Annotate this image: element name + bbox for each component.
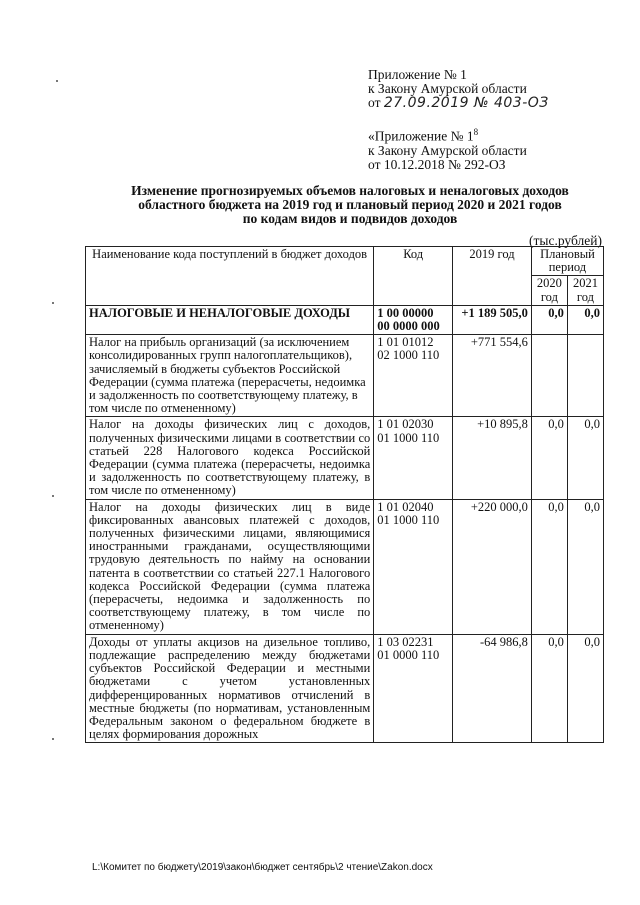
row-2020: 0,0 [531, 417, 567, 499]
scan-speck [52, 495, 54, 497]
handwritten-date-number: 27.09.2019 № 403-ОЗ [383, 95, 549, 111]
row-2020 [531, 335, 567, 417]
row-2021: 0,0 [567, 417, 603, 499]
row-name: НАЛОГОВЫЕ И НЕНАЛОГОВЫЕ ДОХОДЫ [86, 305, 374, 334]
annex-date-prefix: от [368, 95, 381, 110]
title-line: по кодам видов и подвидов доходов [242, 211, 458, 226]
row-code: 1 01 02040 01 1000 110 [374, 499, 453, 634]
row-2021: 0,0 [567, 305, 603, 334]
table-row [86, 305, 604, 334]
title-line: областного бюджета на 2019 год и плановый период 2020 и 2021 годов [138, 197, 562, 212]
header-2020: 2020 год [531, 276, 567, 305]
annex-date-line [368, 96, 549, 110]
title-line: Изменение прогнозируемых объемов налоговых и неналоговых доходов [131, 183, 569, 198]
table-row [86, 335, 604, 417]
header-code: Код [374, 247, 453, 306]
row-name: Доходы от уплаты акцизов на дизельное топливо, подлежащие распределению между бюджетами субъектов Российской Федерации и местными бюджетами с учетом установленных дифференцированных нормативов отчислений в местные бюджеты (по нормативам, установленным Федеральным законом о федеральном бюджете в целях формирования дорожных [86, 634, 374, 743]
table-header-row [86, 247, 604, 276]
row-code: 1 01 02030 01 1000 110 [374, 417, 453, 499]
annex-title: «Приложение № $1^8$ [368, 127, 479, 144]
annex-law: к Закону Амурской области [368, 81, 527, 96]
row-code: 1 01 01012 02 1000 110 [374, 335, 453, 417]
row-name: Налог на доходы физических лиц в виде фиксированных авансовых платежей с доходов, полученных физическими лицами, являющимися иностранными гражданами, осуществляющими трудовую деятельность по найму на основании патента в соответствии со статьей 227.1 Налогового кодекса Российской Федерации (сумма платежа (перерасчеты, недоимка и задолженность по соответствующему платежу, в том числе по отмененному) [86, 499, 374, 634]
annex-reference-old [368, 125, 527, 172]
table-row [86, 634, 604, 743]
document-title [70, 184, 630, 226]
header-2021: 2021 год [567, 276, 603, 305]
row-2021: 0,0 [567, 634, 603, 743]
row-2021: 0,0 [567, 499, 603, 634]
annex-reference-new [368, 68, 549, 110]
row-code: 1 00 00000 00 0000 000 [374, 305, 453, 334]
row-2019: -64 986,8 [453, 634, 532, 743]
header-2019: 2019 год [453, 247, 532, 306]
row-name: Налог на доходы физических лиц с доходов, полученных физическими лицами в соответствии со статьей 228 Налогового кодекса Российской Федерации (сумма платежа (перерасчеты, недоимка и задолженность по соответствующему платежу, в том числе по отмененному) [86, 417, 374, 499]
row-2020: 0,0 [531, 499, 567, 634]
row-2020: 0,0 [531, 634, 567, 743]
units-label: (тыс.рублей) [529, 233, 602, 248]
row-name: Налог на прибыль организаций (за исключением консолидированных групп налогоплательщиков), зачисляемый в бюджеты субъектов Российской Федерации (сумма платежа (перерасчеты, недоимка и задолженность по соответствующему платежу, в том числе по отмененному) [86, 335, 374, 417]
row-2019: +220 000,0 [453, 499, 532, 634]
file-path-footer: L:\Комитет по бюджету\2019\закон\бюджет сентябрь\2 чтение\Zakon.docx [92, 862, 433, 873]
scan-speck [52, 302, 54, 304]
annex-law: к Закону Амурской области [368, 142, 527, 158]
row-2019: +771 554,6 [453, 335, 532, 417]
annex-date: от 10.12.2018 № 292-ОЗ [368, 156, 506, 172]
row-2019: +1 189 505,0 [453, 305, 532, 334]
scan-speck [52, 738, 54, 740]
row-2021 [567, 335, 603, 417]
annex-superscript: 8 [473, 127, 479, 137]
table-row [86, 499, 604, 634]
table-row [86, 417, 604, 499]
header-planned-period: Плановый период [531, 247, 603, 276]
annex-title: Приложение № 1 [368, 67, 467, 82]
row-code: 1 03 02231 01 0000 110 [374, 634, 453, 743]
revenue-table [85, 246, 604, 743]
row-2020: 0,0 [531, 305, 567, 334]
header-name: Наименование кода поступлений в бюджет доходов [86, 247, 374, 306]
scan-speck [56, 80, 58, 82]
row-2019: +10 895,8 [453, 417, 532, 499]
